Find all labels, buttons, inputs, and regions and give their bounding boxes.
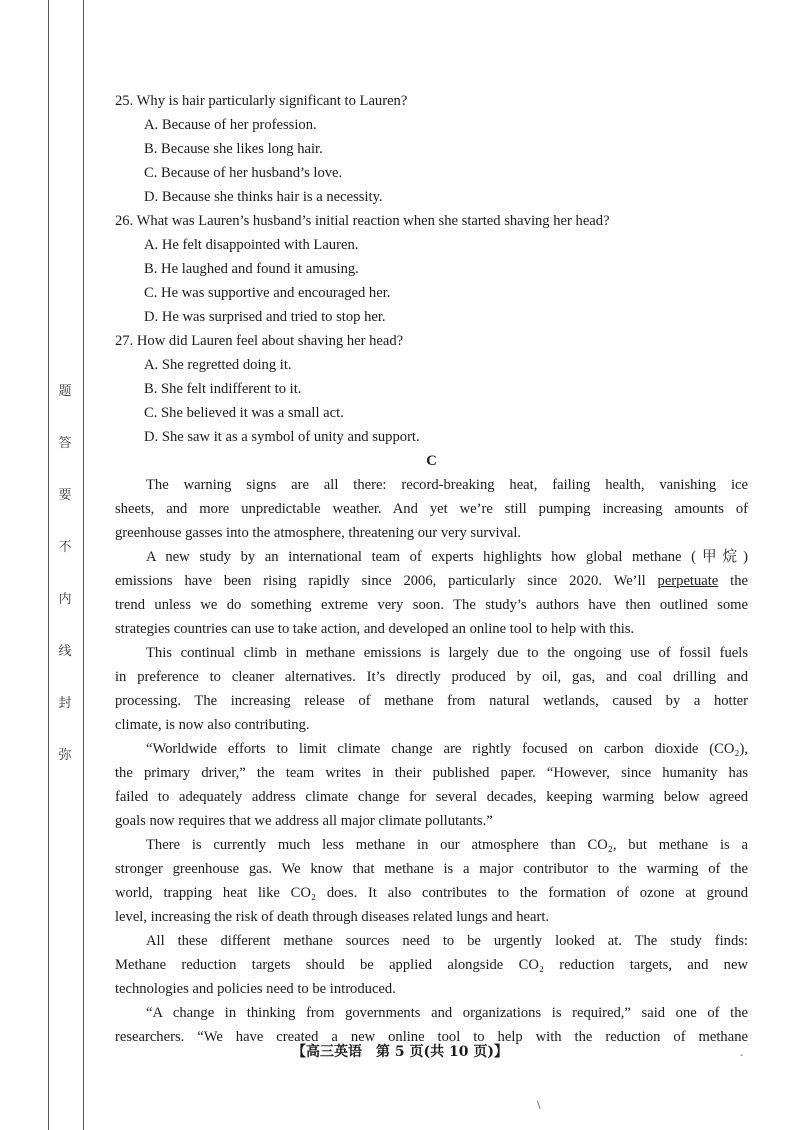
- passage-line: All these different methane sources need to be urgently looked at. The study finds:: [146, 933, 748, 949]
- passage-line: sheets, and more unpredictable weather. And yet we’re still pumping increasing amounts of: [115, 501, 748, 517]
- margin-char: 内: [58, 592, 72, 607]
- passage-line: Methane reduction targets should be applied alongside CO₂ reduction targets, and new: [115, 957, 748, 973]
- margin-char: 题: [58, 384, 72, 399]
- passage-line: goals now requires that we address all major climate pollutants.”: [115, 813, 493, 829]
- passage-line: in preference to cleaner alternatives. It’s directly produced by oil, gas, and coal drilling and: [115, 669, 748, 685]
- margin-char: 要: [58, 488, 72, 503]
- passage-line: There is currently much less methane in our atmosphere than CO₂, but methane is a: [146, 837, 748, 853]
- question-list: [115, 89, 748, 449]
- margin-char: 弥: [58, 748, 72, 763]
- passage-line: researchers. “We have created a new online tool to help with the reduction of methane: [115, 1029, 748, 1045]
- passage-line: technologies and policies need to be introduced.: [115, 981, 396, 997]
- question-stem: 25. Why is hair particularly significant to Lauren?: [115, 93, 408, 109]
- passage-line: climate, is now also contributing.: [115, 717, 310, 733]
- question: [115, 329, 748, 449]
- passage-line: failed to adequately address climate change for several decades, keeping warming below agreed: [115, 789, 748, 805]
- answer-option: A. She regretted doing it.: [144, 357, 292, 373]
- question: [115, 89, 748, 209]
- passage-line: stronger greenhouse gas. We know that methane is a major contributor to the warming of the: [115, 861, 748, 877]
- margin-char: 答: [58, 436, 72, 451]
- section-label: C: [426, 453, 437, 469]
- answer-option: C. He was supportive and encouraged her.: [144, 285, 391, 301]
- exam-content: [115, 89, 748, 1049]
- answer-option: B. Because she likes long hair.: [144, 141, 323, 157]
- reading-passage: [115, 473, 748, 1049]
- passage-line: The warning signs are all there: record-breaking heat, failing health, vanishing ice: [146, 477, 748, 493]
- passage-line: processing. The increasing release of methane from natural wetlands, caused by a hotter: [115, 693, 748, 709]
- question-stem: 27. How did Lauren feel about shaving her head?: [115, 333, 404, 349]
- question: [115, 209, 748, 329]
- paragraph: [115, 545, 748, 641]
- passage-line: world, trapping heat like CO₂ does. It also contributes to the formation of ozone at ground: [115, 885, 748, 901]
- margin-char: 不: [58, 540, 72, 555]
- passage-line: A new study by an international team of experts highlights how global methane (甲烷): [146, 549, 748, 565]
- passage-line: strategies countries can use to take action, and developed an online tool to help with this.: [115, 621, 635, 637]
- answer-option: A. He felt disappointed with Lauren.: [144, 237, 359, 253]
- answer-option: D. He was surprised and tried to stop her.: [144, 309, 386, 325]
- margin-char: 线: [58, 644, 72, 659]
- passage-line: level, increasing the risk of death through diseases related lungs and heart.: [115, 909, 550, 925]
- page-footer: 【高三英语 第 5 页(共 10 页)】: [292, 1044, 508, 1060]
- answer-option: C. She believed it was a small act.: [144, 405, 344, 421]
- answer-option: D. She saw it as a symbol of unity and support.: [144, 429, 420, 445]
- answer-option: D. Because she thinks hair is a necessity.: [144, 189, 383, 205]
- passage-line: greenhouse gasses into the atmosphere, threatening our very survival.: [115, 525, 522, 541]
- paragraph: [115, 473, 748, 545]
- paragraph: [115, 737, 748, 833]
- answer-option: C. Because of her husband’s love.: [144, 165, 343, 181]
- binding-line-right: [83, 0, 84, 1130]
- scan-mark: -: [740, 1050, 744, 1061]
- passage-line: the primary driver,” the team writes in their published paper. “However, since humanity has: [115, 765, 748, 781]
- paragraph: [115, 929, 748, 1001]
- question-stem: 26. What was Lauren’s husband’s initial reaction when she started shaving her head?: [115, 213, 610, 229]
- passage-line: “A change in thinking from governments and organizations is required,” said one of the: [146, 1005, 748, 1021]
- paragraph: [115, 641, 748, 737]
- margin-char: 封: [58, 696, 72, 711]
- answer-option: B. She felt indifferent to it.: [144, 381, 302, 397]
- passage-line: “Worldwide efforts to limit climate change are rightly focused on carbon dioxide (CO₂),: [146, 741, 748, 757]
- binding-line-left: [48, 0, 49, 1130]
- passage-line: trend unless we do something extreme very soon. The study’s authors have then outlined some: [115, 597, 748, 613]
- passage-line: This continual climb in methane emissions is largely due to the ongoing use of fossil fuels: [146, 645, 748, 661]
- passage-line: emissions have been rising rapidly since 2006, particularly since 2020. We’ll perpetuate the: [115, 573, 748, 589]
- scan-mark: \: [537, 1100, 541, 1111]
- answer-option: B. He laughed and found it amusing.: [144, 261, 359, 277]
- underlined-word: perpetuate: [657, 573, 719, 589]
- paragraph: [115, 833, 748, 929]
- answer-option: A. Because of her profession.: [144, 117, 317, 133]
